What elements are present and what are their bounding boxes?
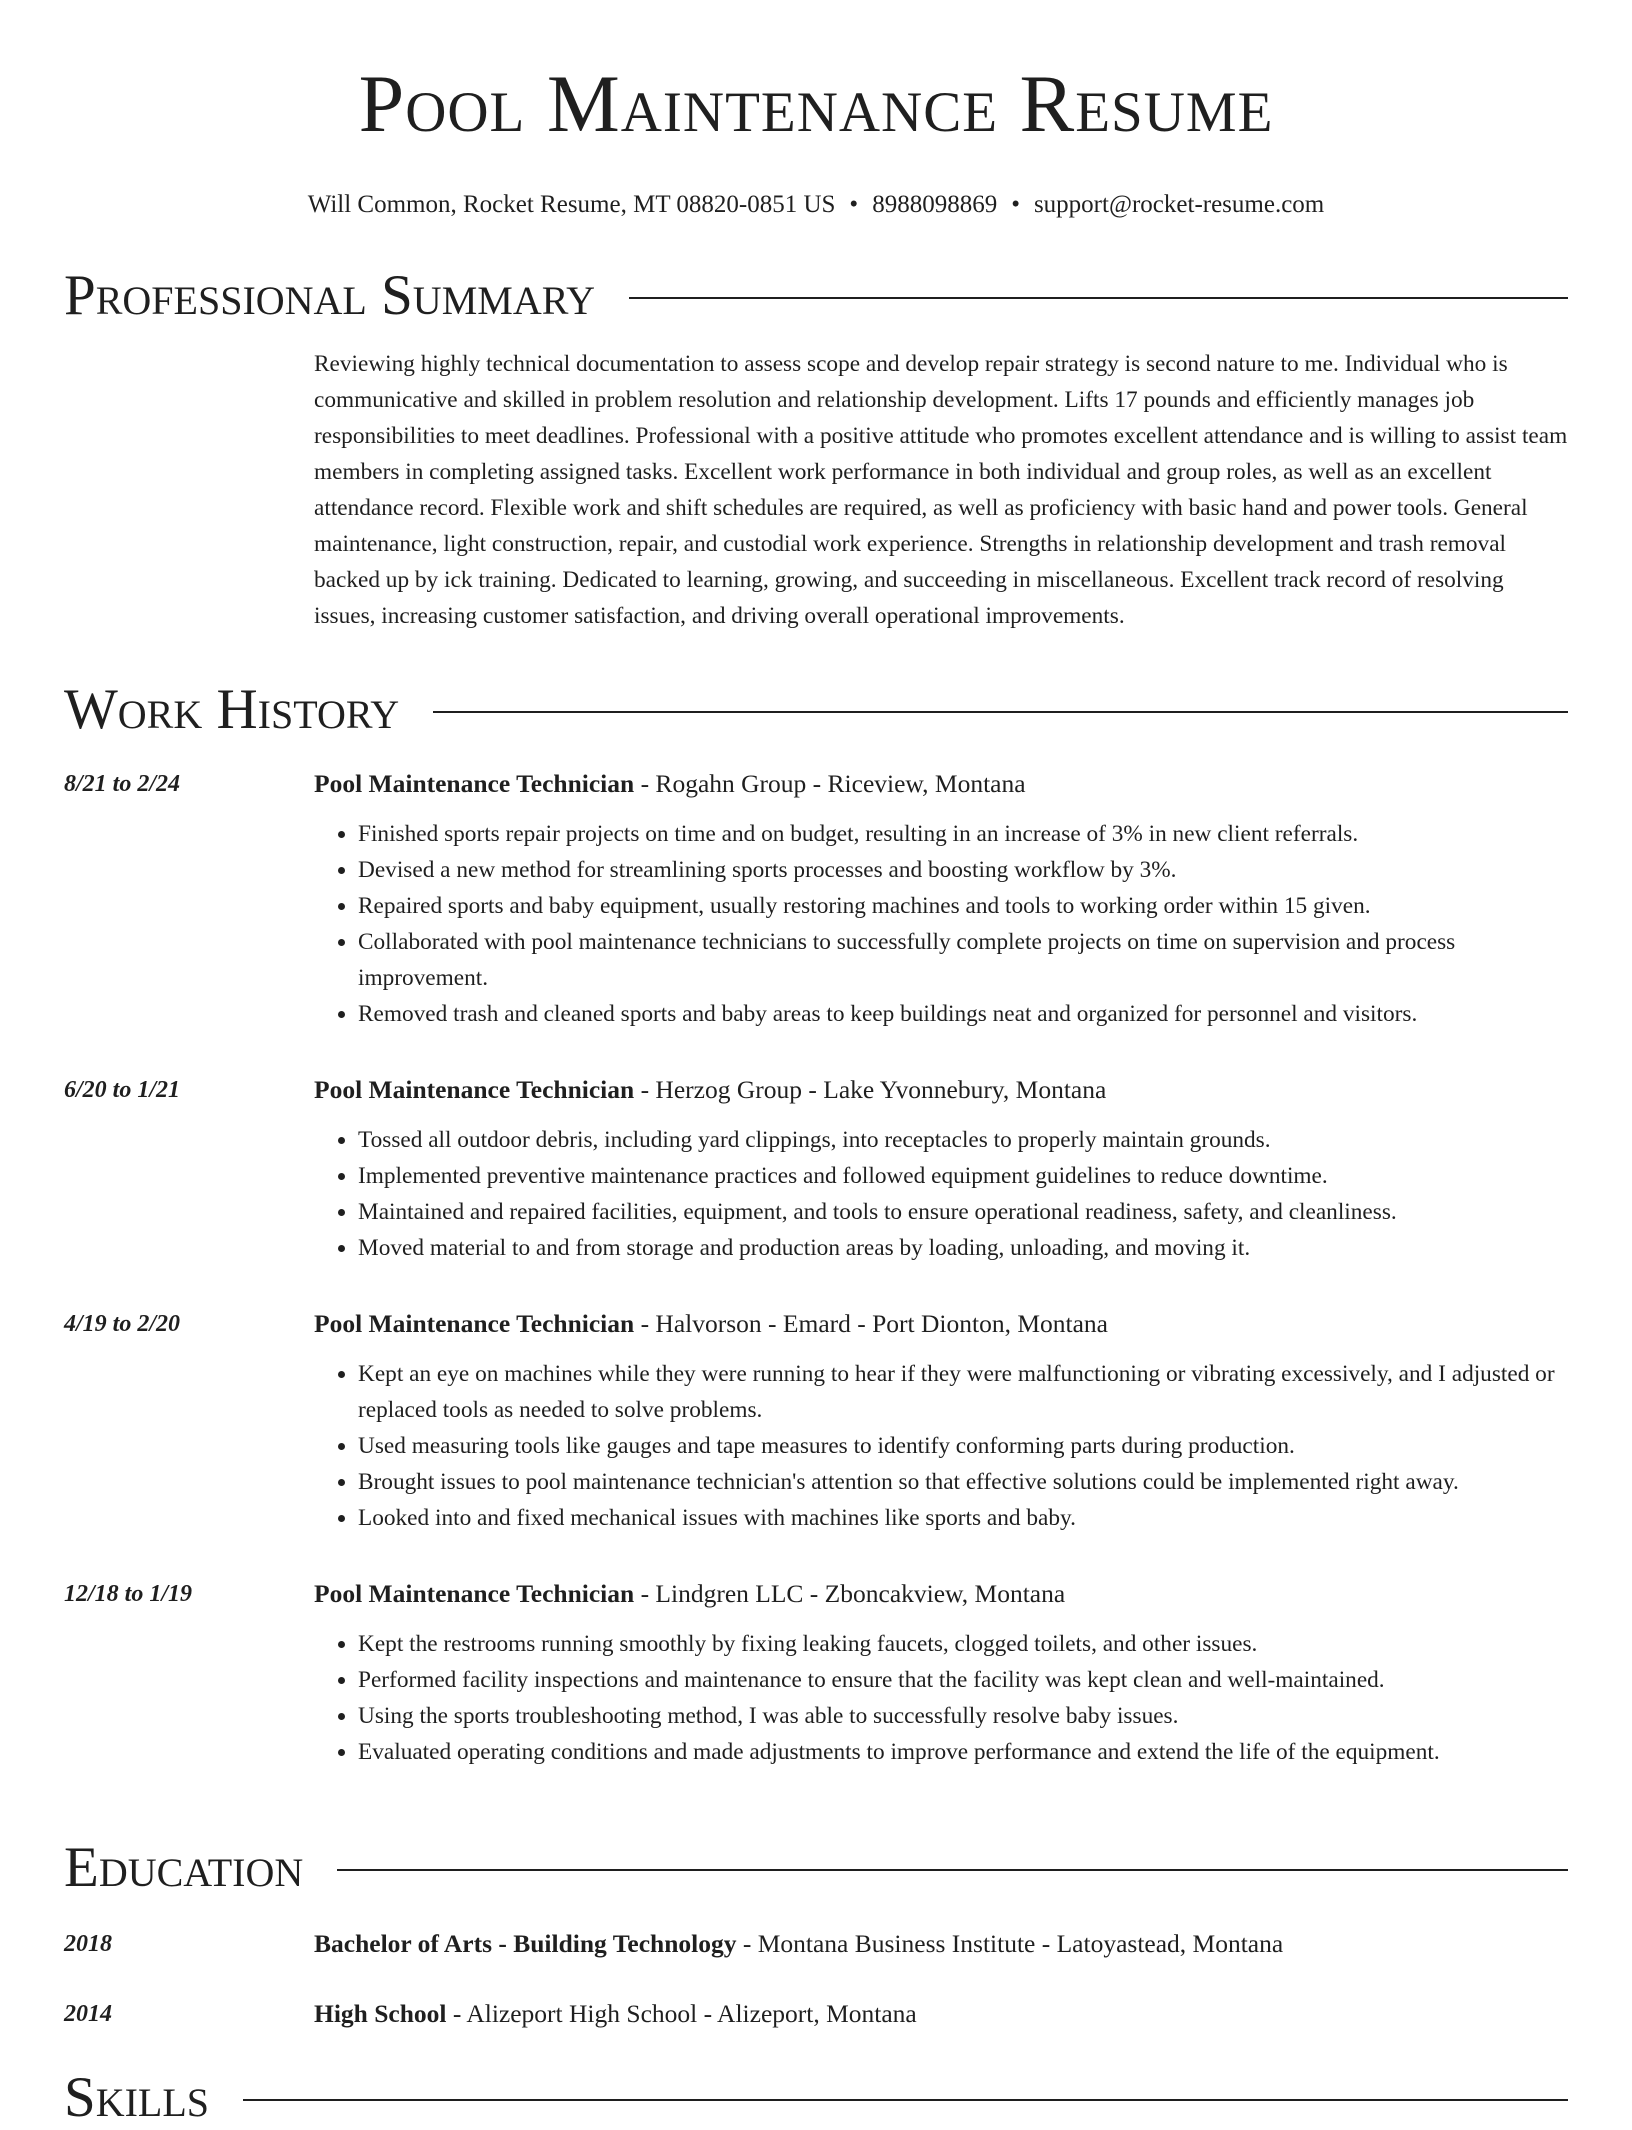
- job-title: Pool Maintenance Technician: [314, 1075, 635, 1104]
- section-divider: [629, 297, 1568, 299]
- work-dates: 4/19 to 2/20: [64, 1311, 181, 1337]
- work-bullet: • Maintained and repaired facilities, equipment, and tools to ensure operational readiness, safety, and cleanliness.: [358, 1194, 1568, 1230]
- work-headline: [314, 1576, 1568, 1612]
- section-divider: [433, 711, 1568, 713]
- contact-address: Will Common, Rocket Resume, MT 08820-0851 US: [307, 191, 836, 218]
- job-details: - Rogahn Group - Riceview, Montana: [634, 769, 1026, 798]
- work-dates: 12/18 to 1/19: [64, 1581, 193, 1607]
- education-entry: [64, 1996, 1568, 2032]
- education-year: 2018: [64, 1931, 112, 1957]
- work-bullet: • Brought issues to pool maintenance technician's attention so that effective solutions could be implemented right away.: [358, 1464, 1568, 1500]
- work-entry: [64, 1576, 1568, 1792]
- work-bullet: • Implemented preventive maintenance practices and followed equipment guidelines to reduce downtime.: [358, 1158, 1568, 1194]
- work-bullet: • Moved material to and from storage and production areas by loading, unloading, and moving it.: [358, 1230, 1568, 1266]
- work-bullet: • Used measuring tools like gauges and tape measures to identify conforming parts during production.: [358, 1428, 1568, 1464]
- work-bullet: • Looked into and fixed mechanical issues with machines like sports and baby.: [358, 1500, 1568, 1536]
- work-entry: [64, 766, 1568, 1054]
- contact-phone: 8988098869: [872, 191, 998, 218]
- bullet-separator: •: [849, 191, 859, 218]
- work-headline: [314, 1072, 1568, 1108]
- education-year: 2014: [64, 2001, 112, 2027]
- work-bullets: [314, 1356, 1568, 1536]
- summary-heading: Professional Summary: [64, 264, 596, 327]
- job-details: - Lindgren LLC - Zboncakview, Montana: [634, 1579, 1066, 1608]
- summary-text: Reviewing highly technical documentation to assess scope and develop repair strategy is second nature to me. Individual who is communicative and skilled in problem resolution and relationship development. Lifts 17 pounds and efficiently manages job responsibilities to meet deadlines. Professional with a positive attitude who promotes excellent attendance and is willing to assist team members in completing assigned tasks. Excellent work performance in both individual and group roles, as well as an excellent attendance record. Flexible work and shift schedules are required, as well as proficiency with basic hand and power tools. General maintenance, light construction, repair, and custodial work experience. Strengths in relationship development and trash removal backed up by ick training. Dedicated to learning, growing, and succeeding in miscellaneous. Excellent track record of resolving issues, increasing customer satisfaction, and driving overall operational improvements.: [314, 351, 1568, 629]
- work-entry-body: [314, 1306, 1568, 1558]
- work-bullet: • Evaluated operating conditions and made adjustments to improve performance and extend the life of the equipment.: [358, 1734, 1568, 1770]
- summary-section-header: [64, 264, 1568, 328]
- work-bullet: • Kept the restrooms running smoothly by fixing leaking faucets, clogged toilets, and other issues.: [358, 1626, 1568, 1662]
- work-bullet: • Tossed all outdoor debris, including yard clippings, into receptacles to properly maintain grounds.: [358, 1122, 1568, 1158]
- work-bullet: • Devised a new method for streamlining sports processes and boosting workflow by 3%.: [358, 852, 1568, 888]
- school-details: - Alizeport High School - Alizeport, Montana: [446, 1999, 917, 2028]
- degree: High School: [314, 1999, 447, 2028]
- work-bullet: • Collaborated with pool maintenance technicians to successfully complete projects on time on supervision and process improvement.: [358, 924, 1568, 996]
- work-entry: [64, 1072, 1568, 1288]
- contact-line: [64, 190, 1568, 220]
- work-entry-body: [314, 1072, 1568, 1288]
- work-bullet: • Using the sports troubleshooting method, I was able to successfully resolve baby issues.: [358, 1698, 1568, 1734]
- bullet-separator: •: [1011, 191, 1020, 218]
- degree: Bachelor of Arts - Building Technology: [314, 1929, 737, 1958]
- education-section-header: [64, 1836, 1568, 1900]
- education-headline: [314, 1996, 917, 2032]
- section-divider: [337, 1869, 1568, 1871]
- work-bullet: • Finished sports repair projects on time and on budget, resulting in an increase of 3% in new client referrals.: [358, 816, 1568, 852]
- job-title: Pool Maintenance Technician: [314, 769, 635, 798]
- section-divider: [243, 2099, 1568, 2101]
- work-bullets: [314, 816, 1568, 1032]
- contact-email: support@rocket-resume.com: [1033, 191, 1325, 218]
- education-headline: [314, 1926, 1283, 1962]
- job-details: - Halvorson - Emard - Port Dionton, Montana: [634, 1309, 1108, 1338]
- work-headline: [314, 766, 1568, 802]
- skills-heading: Skills: [64, 2066, 210, 2129]
- work-bullet: • Kept an eye on machines while they were running to hear if they were malfunctioning or vibrating excessively, and I adjusted or replaced tools as needed to solve problems.: [358, 1356, 1568, 1428]
- education-heading: Education: [64, 1836, 304, 1899]
- skills-section-header: [64, 2066, 1568, 2130]
- work-headline: [314, 1306, 1568, 1342]
- work-bullet: • Repaired sports and baby equipment, usually restoring machines and tools to working order within 15 given.: [358, 888, 1568, 924]
- work-entry-body: [314, 1576, 1568, 1792]
- work-dates: 6/20 to 1/21: [64, 1077, 181, 1103]
- job-title: Pool Maintenance Technician: [314, 1309, 635, 1338]
- work-bullet: • Removed trash and cleaned sports and baby areas to keep buildings neat and organized for personnel and visitors.: [358, 996, 1568, 1032]
- work-bullets: [314, 1626, 1568, 1770]
- job-details: - Herzog Group - Lake Yvonnebury, Montana: [634, 1075, 1107, 1104]
- work-section-header: [64, 678, 1568, 742]
- school-details: - Montana Business Institute - Latoyastead, Montana: [736, 1929, 1284, 1958]
- education-list: [64, 1926, 1568, 2032]
- work-bullet: • Performed facility inspections and maintenance to ensure that the facility was kept clean and well-maintained.: [358, 1662, 1568, 1698]
- job-title: Pool Maintenance Technician: [314, 1579, 635, 1608]
- work-heading: Work History: [64, 678, 400, 741]
- education-entry: [64, 1926, 1568, 1962]
- work-entry: [64, 1306, 1568, 1558]
- work-history-list: [64, 766, 1568, 1792]
- work-bullets: [314, 1122, 1568, 1266]
- work-dates: 8/21 to 2/24: [64, 771, 181, 797]
- resume-title: Pool Maintenance Resume: [358, 58, 1274, 149]
- work-entry-body: [314, 766, 1568, 1054]
